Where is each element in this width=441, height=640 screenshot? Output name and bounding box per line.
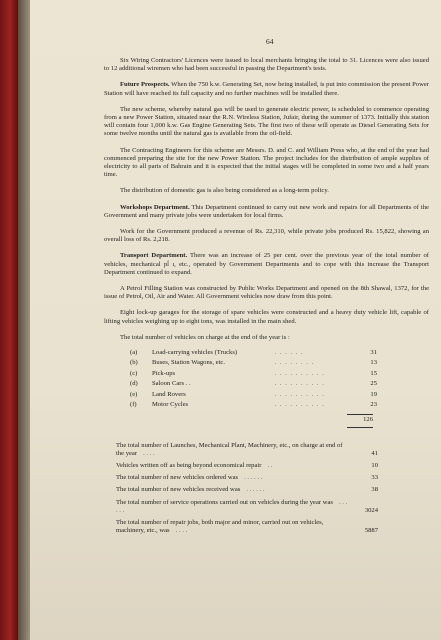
leader-dots: . . . . <box>143 449 155 457</box>
vehicle-label: Saloon Cars . . <box>152 380 191 388</box>
vehicles-total: 126 <box>363 416 373 424</box>
leader-dots: . . . . . . . . . . <box>274 369 325 377</box>
stat-label-cell <box>116 462 348 474</box>
vehicle-label: Motor Cycles <box>152 401 189 409</box>
leader-dots: . . . . . . <box>274 349 304 357</box>
paragraph <box>104 106 429 139</box>
stat-row <box>116 442 378 462</box>
vehicle-letter: (d) <box>130 380 138 388</box>
vehicle-letter: (f) <box>130 401 137 409</box>
paragraph-text: The new scheme, whereby natural gas will be used to generate electric power, is scheduled to commence operating from a new Power Station, situated near the R.N. Wireless Station, Jufair, during the summer of 1373. Initially this station will contain four 1,000 k.w. Gas Engine Generating Sets. The first two of these will operate as Diesel Generating Sets for some twelve months until the natural gas is available from the oil-field. <box>104 105 429 138</box>
paragraph <box>104 57 429 73</box>
stat-row <box>116 499 378 519</box>
page-content <box>104 57 429 539</box>
paragraph-text: There was an increase of 25 per cent. over the previous year of the total number of vehicles, mechanical pĺ ı, etc., operated by Government Departments and to cope with this increase the Transport Department continued to expand. <box>104 252 429 276</box>
section-heading: Transport Department. <box>120 252 188 260</box>
stat-value: 5887 <box>364 527 378 535</box>
vehicle-letter: (a) <box>130 349 138 357</box>
paragraph <box>104 285 429 301</box>
paragraph <box>104 187 429 195</box>
vehicle-label: Pick-ups <box>152 369 176 377</box>
paragraph-text: Work for the Government produced a revenue of Rs. 22,310, while private jobs produced Rs. 15,822, showing an overall loss of Rs. 2,218. <box>104 228 429 244</box>
stat-value: 3024 <box>364 506 378 514</box>
leader-dots: . . <box>267 462 273 470</box>
stat-label-cell <box>116 486 348 498</box>
stat-row <box>116 519 378 539</box>
total-rule-top <box>347 414 373 415</box>
other-stats-table <box>116 442 378 540</box>
vehicle-row <box>130 349 377 359</box>
vehicle-letter: (c) <box>130 369 138 377</box>
stat-row <box>116 486 378 498</box>
vehicle-row <box>130 370 377 380</box>
vehicle-count: 19 <box>370 390 377 398</box>
paragraph-text: This Department continued to carry out new work and repairs for all Departments of the Government and many private jobs were undertaken for local firms. <box>104 203 429 219</box>
stat-row <box>116 474 378 486</box>
paragraph <box>104 228 429 244</box>
vehicle-row <box>130 401 377 411</box>
paragraph <box>104 81 429 97</box>
vehicle-label: Land Rovers <box>152 390 186 398</box>
paragraph <box>104 252 429 277</box>
vehicles-table <box>130 349 377 411</box>
section-heading: Future Prospects. <box>120 81 170 89</box>
vehicle-row <box>130 391 377 401</box>
stat-value: 41 <box>371 449 378 457</box>
vehicle-row <box>130 359 377 369</box>
book-red-edge <box>0 0 18 640</box>
paragraph-text: Eight lock-up garages for the storage of spare vehicles were constructed and a heavy duty vehicle lift, capable of lifting vehicles weighing up to eight tons, was installed in the main shed. <box>104 309 429 325</box>
vehicle-count: 31 <box>370 349 377 357</box>
stat-label-cell <box>116 474 348 486</box>
leader-dots: . . . . . . . . . . <box>274 401 325 409</box>
leader-dots: . . . . . . . . . . <box>274 390 325 398</box>
stat-label-cell <box>116 442 348 462</box>
vehicle-count: 23 <box>370 401 377 409</box>
paragraph <box>104 204 429 220</box>
paragraph-text: The distribution of domestic gas is also being considered as a long-term policy. <box>120 187 329 195</box>
stat-value: 10 <box>371 462 378 470</box>
vehicle-label: Buses, Station Wagons, etc. <box>152 359 225 367</box>
page-number: 64 <box>266 37 274 46</box>
stat-value: 33 <box>371 474 378 482</box>
leader-dots: . . . . . . <box>246 486 265 494</box>
stat-label: The total number of service operations carried out on vehicles during the year was <box>116 498 333 506</box>
stat-label: Vehicles written off as being beyond economical repair <box>116 462 262 470</box>
total-rule-bottom <box>347 427 373 428</box>
paragraph-list <box>104 57 429 326</box>
vehicle-row <box>130 380 377 390</box>
paragraph-text: Six Wiring Contractors' Licences were issued to local merchants bringing the total to 31. Licences were also issued to 12 additional wiremen who had been successful in passing the Department's tests. <box>104 57 429 73</box>
vehicle-count: 15 <box>370 369 377 377</box>
leader-dots: . . . . . . <box>244 474 263 482</box>
vehicle-letter: (e) <box>130 390 138 398</box>
stat-label: The total number of Launches, Mechanical Plant, Machinery, etc., on charge at end of the year <box>116 441 343 457</box>
paragraph-text: When the 750 k.w. Generating Set, now being installed, is put into commission the present Power Station will have reached its full capacity and no further machines will be installed there. <box>104 81 429 97</box>
stat-value: 38 <box>371 486 378 494</box>
paragraph <box>104 147 429 180</box>
vehicle-count: 13 <box>370 359 377 367</box>
stat-label-cell <box>116 499 348 519</box>
vehicles-intro: The total number of vehicles on charge at the end of the year is : <box>120 333 290 341</box>
paragraph-text: A Petrol Filling Station was constructed by Public Works Department and opened on the 8th Shawal, 1372, for the issue of Petrol, Oil, Air and Water. All Government vehicles now draw from this point. <box>104 285 429 301</box>
stat-label: The total number of new vehicles ordered was <box>116 474 239 482</box>
stat-row <box>116 462 378 474</box>
stat-label: The total number of repair jobs, both major and minor, carried out on vehicles, machinery, etc., was <box>116 519 324 535</box>
vehicle-letter: (b) <box>130 359 138 367</box>
vehicle-count: 25 <box>370 380 377 388</box>
paragraph-text: The Contracting Engineers for this scheme are Messrs. D. and C. and William Press who, at the end of the year had commenced preparing the site for the new Power Station. The project includes for the distribution of ample supplies of electricity to all parts of Bahrain and it is expected that the initial stages will be completed in some two and a half years time. <box>104 146 429 179</box>
leader-dots: . . . . . . . . . . <box>274 380 325 388</box>
leader-dots: . . . . . . <box>116 498 348 514</box>
leader-dots: . . . . . . . . <box>274 359 315 367</box>
stat-label: The total number of new vehicles received was <box>116 486 241 494</box>
leader-dots: . . . . <box>175 527 188 535</box>
section-heading: Workshops Department. <box>120 203 190 211</box>
vehicle-label: Load-carrying vehicles (Trucks) <box>152 349 238 357</box>
stat-label-cell <box>116 519 348 539</box>
paragraph <box>104 309 429 325</box>
document-page <box>30 0 441 640</box>
